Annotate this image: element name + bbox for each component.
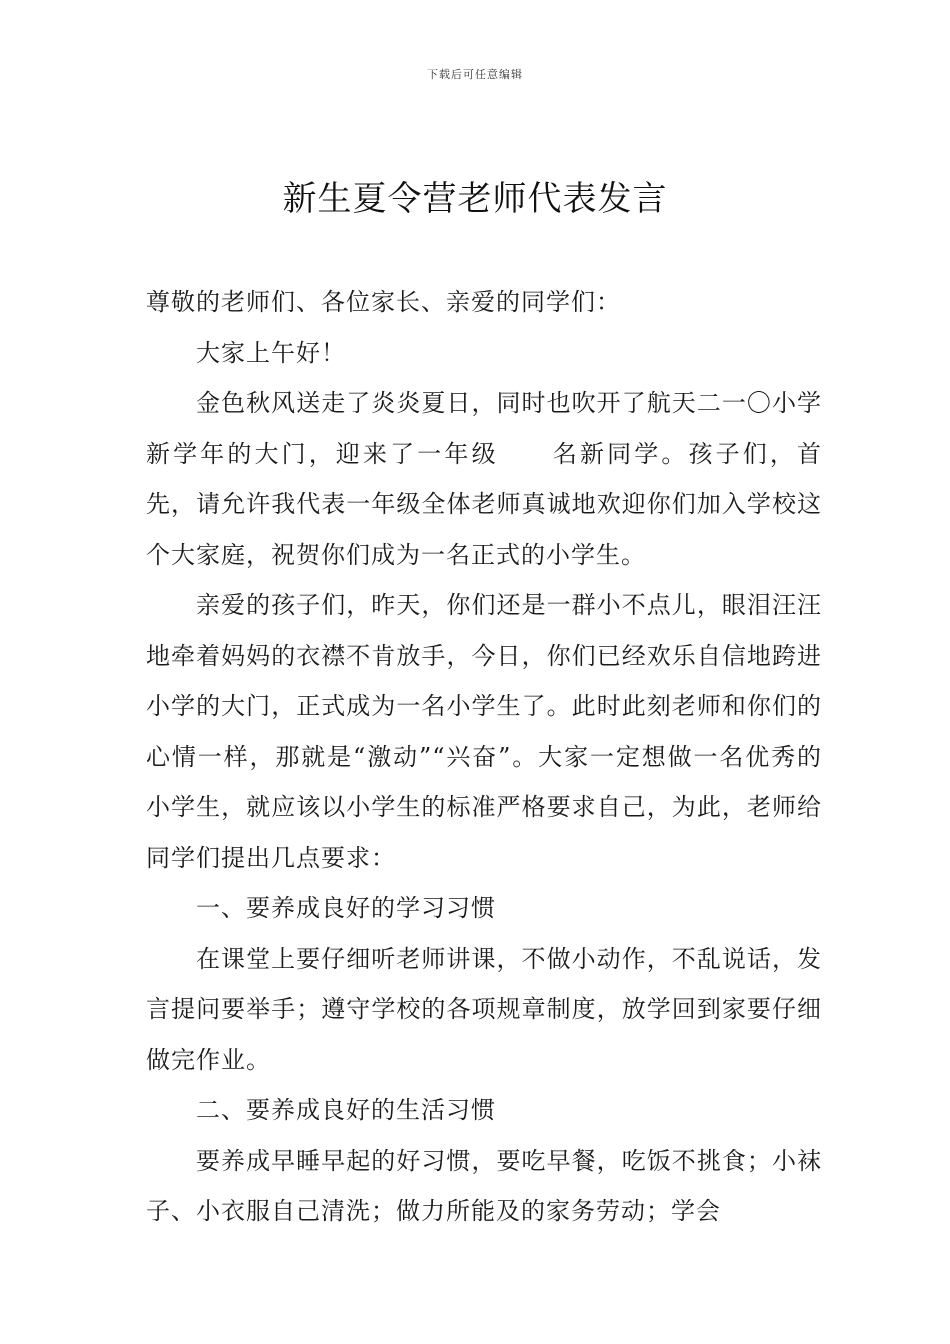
paragraph-welcome-part1: 金色秋风送走了炎炎夏日，同时也吹开了航天二一〇小学新学年的大门，迎来了一年级 bbox=[146, 389, 822, 468]
paragraph-expectations: 亲爱的孩子们，昨天，你们还是一群小不点儿，眼泪汪汪地牵着妈妈的衣襟不肯放手，今日，你们已经欢乐自信地跨进小学的大门，正式成为一名小学生了。此时此刻老师和你们的心情一样，那就是“激动”“兴奋”。大家一定想做一名优秀的小学生，就应该以小学生的标准严格要求自己，为此，老师给同学们提出几点要求： bbox=[146, 591, 822, 872]
paragraph-life: 要养成早睡早起的好习惯，要吃早餐，吃饭不挑食；小袜子、小衣服自己清洗；做力所能及的家务劳动；学会 bbox=[146, 1146, 822, 1225]
paragraph-welcome-part2: 名新同学。孩子们，首先，请允许我代表一年级全体老师真诚地欢迎你们加入学校这个大家庭，祝贺你们成为一名正式的小学生。 bbox=[146, 439, 823, 569]
header-note: 下载后可任意编辑 bbox=[427, 68, 523, 81]
salutation: 尊敬的老师们、各位家长、亲爱的同学们： bbox=[146, 288, 621, 316]
greeting: 大家上午好！ bbox=[196, 338, 346, 367]
paragraph-welcome bbox=[146, 378, 822, 580]
section-heading-study: 一、要养成良好的学习习惯 bbox=[196, 894, 496, 922]
document-title: 新生夏令营老师代表发言 bbox=[282, 179, 668, 219]
document-body bbox=[146, 277, 822, 1237]
paragraph-study: 在课堂上要仔细听老师讲课，不做小动作，不乱说话，发言提问要举手；遵守学校的各项规章制度，放学回到家要仔细做完作业。 bbox=[146, 944, 822, 1074]
section-heading-life: 二、要养成良好的生活习惯 bbox=[196, 1096, 496, 1124]
